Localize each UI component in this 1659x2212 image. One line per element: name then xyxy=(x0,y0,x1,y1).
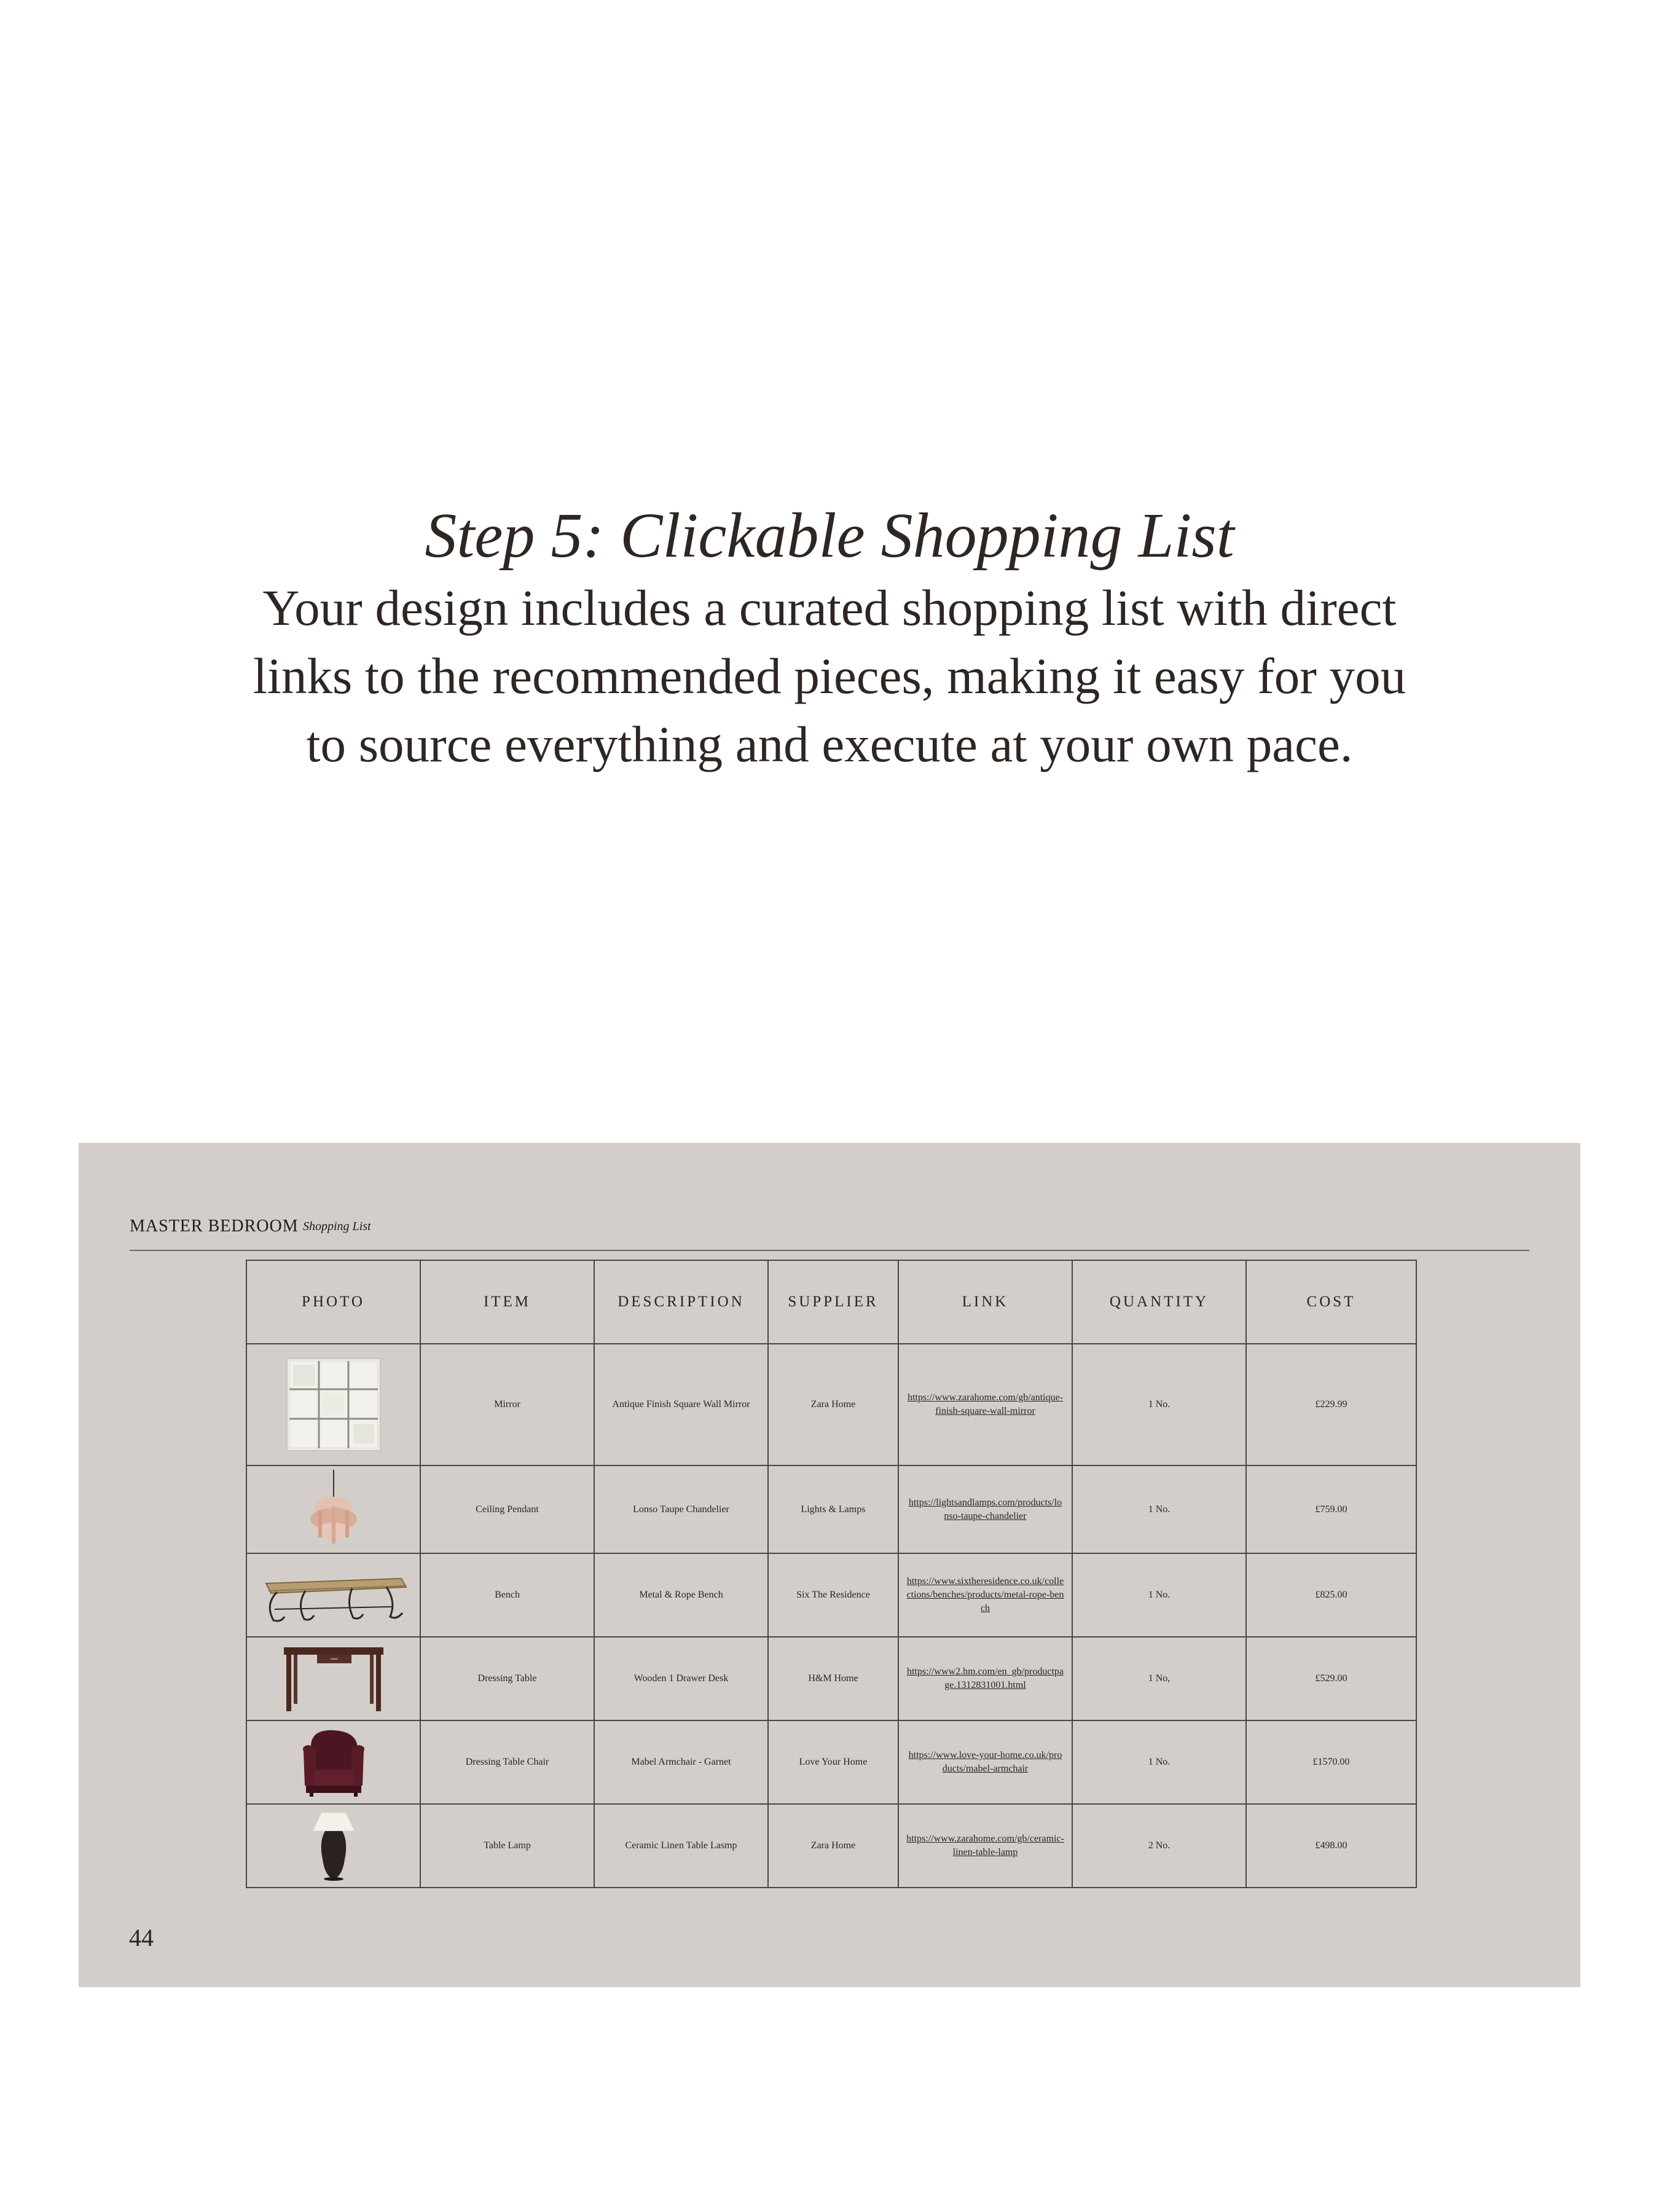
bench-photo xyxy=(260,1561,407,1629)
panel-header xyxy=(130,1181,1529,1251)
link-cell xyxy=(898,1637,1072,1720)
photo-cell xyxy=(246,1553,420,1637)
column-header-link: LINK xyxy=(898,1260,1072,1344)
item-cell: Table Lamp xyxy=(420,1804,594,1888)
item-cell: Bench xyxy=(420,1553,594,1637)
supplier-cell: Lights & Lamps xyxy=(768,1465,898,1553)
shopping-list-table xyxy=(246,1260,1417,1888)
table-row xyxy=(246,1553,1416,1637)
armchair-photo xyxy=(300,1727,367,1798)
step-heading: Step 5: Clickable Shopping List xyxy=(425,500,1234,571)
description-cell: Antique Finish Square Wall Mirror xyxy=(594,1344,768,1465)
cost-cell: £759.00 xyxy=(1246,1465,1416,1553)
cost-cell: £825.00 xyxy=(1246,1553,1416,1637)
quantity-cell: 1 No, xyxy=(1072,1637,1246,1720)
photo-cell xyxy=(246,1465,420,1553)
intro-section xyxy=(0,498,1659,779)
room-title: MASTER BEDROOM xyxy=(130,1217,299,1236)
desk-photo xyxy=(281,1644,386,1714)
column-header-photo: PHOTO xyxy=(246,1260,420,1344)
link-cell xyxy=(898,1553,1072,1637)
column-header-item: ITEM xyxy=(420,1260,594,1344)
supplier-cell: H&M Home xyxy=(768,1637,898,1720)
description-cell: Mabel Armchair - Garnet xyxy=(594,1720,768,1804)
cost-cell: £229.99 xyxy=(1246,1344,1416,1465)
description-cell: Ceramic Linen Table Lasmp xyxy=(594,1804,768,1888)
quantity-cell: 1 No. xyxy=(1072,1465,1246,1553)
cost-cell: £498.00 xyxy=(1246,1804,1416,1888)
chandelier-photo xyxy=(306,1470,361,1550)
product-link[interactable]: https://lightsandlamps.com/products/lonso-taupe-chandelier xyxy=(908,1497,1062,1521)
description-cell: Wooden 1 Drawer Desk xyxy=(594,1637,768,1720)
item-cell: Mirror xyxy=(420,1344,594,1465)
photo-cell xyxy=(246,1804,420,1888)
item-cell: Dressing Table Chair xyxy=(420,1720,594,1804)
item-cell: Ceiling Pendant xyxy=(420,1465,594,1553)
supplier-cell: Zara Home xyxy=(768,1344,898,1465)
column-header-cost: COST xyxy=(1246,1260,1416,1344)
cost-cell: £529.00 xyxy=(1246,1637,1416,1720)
column-header-description: DESCRIPTION xyxy=(594,1260,768,1344)
link-cell xyxy=(898,1720,1072,1804)
product-link[interactable]: https://www2.hm.com/en_gb/productpage.1312831001.html xyxy=(906,1666,1064,1690)
mirror-photo xyxy=(286,1357,382,1452)
shopping-list-panel xyxy=(79,1143,1580,1987)
supplier-cell: Six The Residence xyxy=(768,1553,898,1637)
table-header-row xyxy=(246,1260,1416,1344)
column-header-supplier: SUPPLIER xyxy=(768,1260,898,1344)
link-cell xyxy=(898,1804,1072,1888)
quantity-cell: 1 No. xyxy=(1072,1720,1246,1804)
page-number: 44 xyxy=(129,1924,154,1951)
link-cell xyxy=(898,1344,1072,1465)
product-link[interactable]: https://www.zarahome.com/gb/ceramic-linen-table-lamp xyxy=(906,1834,1064,1857)
product-link[interactable]: https://www.sixtheresidence.co.uk/collections/benches/products/metal-rope-bench xyxy=(906,1576,1064,1614)
column-header-quantity: QUANTITY xyxy=(1072,1260,1246,1344)
step-description: Your design includes a curated shopping list with direct links to the recommended pieces, making it easy for you to source everything and execute at your own pace. xyxy=(253,579,1406,772)
table-row xyxy=(246,1637,1416,1720)
description-cell: Lonso Taupe Chandelier xyxy=(594,1465,768,1553)
table-lamp-photo xyxy=(309,1810,358,1881)
photo-cell xyxy=(246,1344,420,1465)
photo-cell xyxy=(246,1720,420,1804)
quantity-cell: 1 No. xyxy=(1072,1344,1246,1465)
product-link[interactable]: https://www.love-your-home.co.uk/products/mabel-armchair xyxy=(908,1750,1062,1774)
cost-cell: £1570.00 xyxy=(1246,1720,1416,1804)
supplier-cell: Zara Home xyxy=(768,1804,898,1888)
table-row xyxy=(246,1720,1416,1804)
product-link[interactable]: https://www.zarahome.com/gb/antique-finish-square-wall-mirror xyxy=(907,1392,1064,1416)
quantity-cell: 2 No. xyxy=(1072,1804,1246,1888)
item-cell: Dressing Table xyxy=(420,1637,594,1720)
list-subtitle: Shopping List xyxy=(303,1220,371,1233)
link-cell xyxy=(898,1465,1072,1553)
photo-cell xyxy=(246,1637,420,1720)
table-row xyxy=(246,1804,1416,1888)
description-cell: Metal & Rope Bench xyxy=(594,1553,768,1637)
table-row xyxy=(246,1344,1416,1465)
quantity-cell: 1 No. xyxy=(1072,1553,1246,1637)
supplier-cell: Love Your Home xyxy=(768,1720,898,1804)
table-row xyxy=(246,1465,1416,1553)
